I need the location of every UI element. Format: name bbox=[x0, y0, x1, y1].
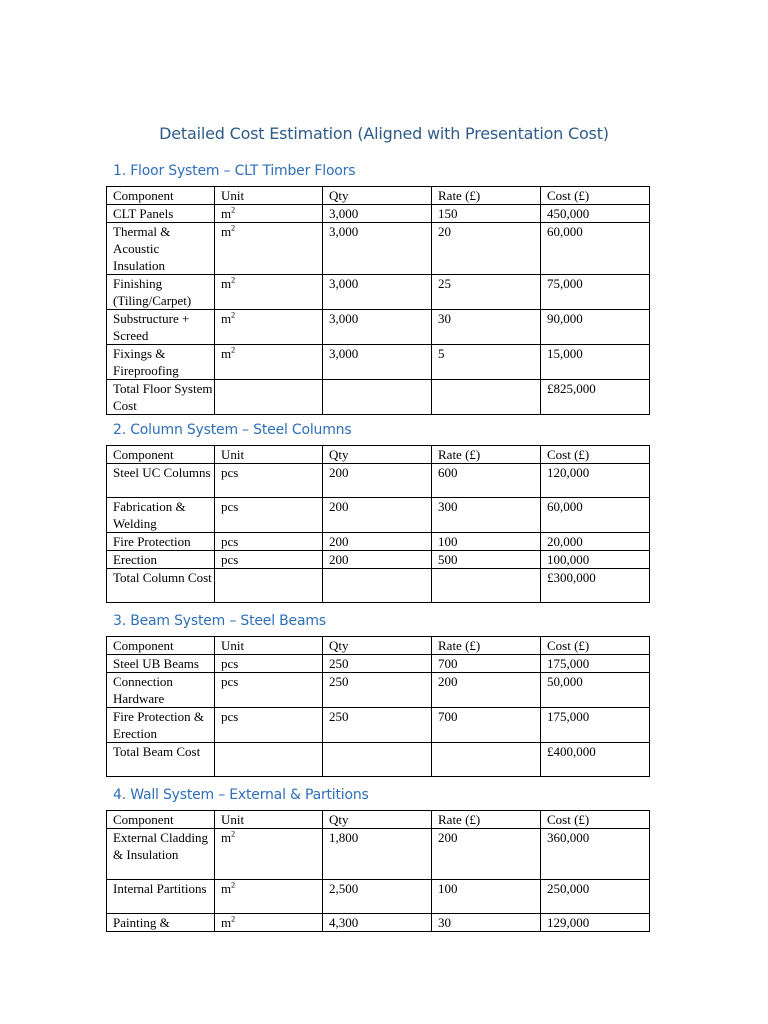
section-heading-column-system: 2. Column System – Steel Columns bbox=[113, 422, 352, 438]
rate-cell: 200 bbox=[432, 673, 541, 708]
cost-cell: 50,000 bbox=[541, 673, 650, 708]
table-row bbox=[107, 533, 650, 551]
unit-cell: pcs bbox=[215, 551, 323, 569]
section-heading-beam-system: 3. Beam System – Steel Beams bbox=[113, 613, 326, 629]
component-cell: Fire Protection bbox=[107, 533, 215, 551]
unit-cell: $m^2$ bbox=[215, 829, 323, 880]
component-cell: Erection bbox=[107, 551, 215, 569]
rate-cell: 30 bbox=[432, 914, 541, 932]
total-cost-cell: £825,000 bbox=[541, 380, 650, 415]
unit-cell: $m^2$ bbox=[215, 205, 323, 223]
unit-cell: pcs bbox=[215, 498, 323, 533]
wall-system-table bbox=[106, 810, 650, 932]
table-row bbox=[107, 275, 650, 310]
total-row bbox=[107, 743, 650, 777]
component-cell: Fire Protection & Erection bbox=[107, 708, 215, 743]
table-row bbox=[107, 205, 650, 223]
unit-cell: $m^2$ bbox=[215, 880, 323, 914]
qty-cell: 200 bbox=[323, 533, 432, 551]
component-cell: Substructure + Screed bbox=[107, 310, 215, 345]
unit-cell: $m^2$ bbox=[215, 275, 323, 310]
floor-system-table bbox=[106, 186, 650, 415]
rate-cell bbox=[432, 569, 541, 603]
qty-cell: 3,000 bbox=[323, 345, 432, 380]
section-heading-floor-system: 1. Floor System – CLT Timber Floors bbox=[113, 163, 356, 179]
cost-cell: 60,000 bbox=[541, 498, 650, 533]
total-row bbox=[107, 569, 650, 603]
cost-cell: 175,000 bbox=[541, 655, 650, 673]
cost-cell: 120,000 bbox=[541, 464, 650, 498]
table-header-row bbox=[107, 446, 650, 464]
header-cell: Rate (£) bbox=[432, 811, 541, 829]
table-row bbox=[107, 673, 650, 708]
qty-cell bbox=[323, 380, 432, 415]
header-cell: Component bbox=[107, 637, 215, 655]
table-row bbox=[107, 880, 650, 914]
header-cell: Unit bbox=[215, 187, 323, 205]
qty-cell: 3,000 bbox=[323, 205, 432, 223]
unit-cell: $m^2$ bbox=[215, 310, 323, 345]
rate-cell bbox=[432, 380, 541, 415]
qty-cell bbox=[323, 743, 432, 777]
unit-cell: pcs bbox=[215, 673, 323, 708]
component-cell: Steel UB Beams bbox=[107, 655, 215, 673]
unit-cell: pcs bbox=[215, 464, 323, 498]
header-cell: Qty bbox=[323, 446, 432, 464]
qty-cell bbox=[323, 569, 432, 603]
table-row bbox=[107, 829, 650, 880]
header-cell: Rate (£) bbox=[432, 187, 541, 205]
qty-cell: 200 bbox=[323, 498, 432, 533]
header-cell: Cost (£) bbox=[541, 446, 650, 464]
qty-cell: 250 bbox=[323, 708, 432, 743]
rate-cell: 600 bbox=[432, 464, 541, 498]
table-row bbox=[107, 708, 650, 743]
unit-cell: $m^2$ bbox=[215, 345, 323, 380]
cost-cell: 250,000 bbox=[541, 880, 650, 914]
unit-cell bbox=[215, 569, 323, 603]
rate-cell: 500 bbox=[432, 551, 541, 569]
beam-system-table bbox=[106, 636, 650, 777]
qty-cell: 3,000 bbox=[323, 275, 432, 310]
table-header-row bbox=[107, 187, 650, 205]
table-row bbox=[107, 464, 650, 498]
header-cell: Component bbox=[107, 446, 215, 464]
unit-cell: $m^2$ bbox=[215, 223, 323, 275]
total-cost-cell: £400,000 bbox=[541, 743, 650, 777]
header-cell: Cost (£) bbox=[541, 637, 650, 655]
table-row bbox=[107, 551, 650, 569]
cost-cell: 175,000 bbox=[541, 708, 650, 743]
header-cell: Unit bbox=[215, 811, 323, 829]
cost-cell: 20,000 bbox=[541, 533, 650, 551]
component-cell: Connection Hardware bbox=[107, 673, 215, 708]
qty-cell: 2,500 bbox=[323, 880, 432, 914]
rate-cell: 5 bbox=[432, 345, 541, 380]
table-row bbox=[107, 345, 650, 380]
unit-cell bbox=[215, 380, 323, 415]
qty-cell: 3,000 bbox=[323, 310, 432, 345]
qty-cell: 200 bbox=[323, 551, 432, 569]
qty-cell: 3,000 bbox=[323, 223, 432, 275]
unit-cell: pcs bbox=[215, 533, 323, 551]
table-row bbox=[107, 498, 650, 533]
qty-cell: 200 bbox=[323, 464, 432, 498]
header-cell: Cost (£) bbox=[541, 187, 650, 205]
header-cell: Qty bbox=[323, 187, 432, 205]
qty-cell: 1,800 bbox=[323, 829, 432, 880]
unit-cell: $m^2$ bbox=[215, 914, 323, 932]
component-cell: Painting & bbox=[107, 914, 215, 932]
header-cell: Component bbox=[107, 187, 215, 205]
table-header-row bbox=[107, 637, 650, 655]
header-cell: Rate (£) bbox=[432, 446, 541, 464]
header-cell: Rate (£) bbox=[432, 637, 541, 655]
qty-cell: 4,300 bbox=[323, 914, 432, 932]
header-cell: Qty bbox=[323, 811, 432, 829]
rate-cell: 700 bbox=[432, 655, 541, 673]
header-cell: Unit bbox=[215, 446, 323, 464]
component-cell: CLT Panels bbox=[107, 205, 215, 223]
unit-cell bbox=[215, 743, 323, 777]
component-cell: Thermal & Acoustic Insulation bbox=[107, 223, 215, 275]
cost-cell: 60,000 bbox=[541, 223, 650, 275]
component-cell: Total Column Cost bbox=[107, 569, 215, 603]
column-system-table bbox=[106, 445, 650, 603]
table-row bbox=[107, 223, 650, 275]
qty-cell: 250 bbox=[323, 655, 432, 673]
header-cell: Qty bbox=[323, 637, 432, 655]
rate-cell: 150 bbox=[432, 205, 541, 223]
header-cell: Component bbox=[107, 811, 215, 829]
rate-cell: 100 bbox=[432, 880, 541, 914]
component-cell: Steel UC Columns bbox=[107, 464, 215, 498]
component-cell: Total Beam Cost bbox=[107, 743, 215, 777]
total-row bbox=[107, 380, 650, 415]
rate-cell: 700 bbox=[432, 708, 541, 743]
table-row bbox=[107, 310, 650, 345]
cost-cell: 360,000 bbox=[541, 829, 650, 880]
component-cell: Finishing (Tiling/Carpet) bbox=[107, 275, 215, 310]
rate-cell: 200 bbox=[432, 829, 541, 880]
table-header-row bbox=[107, 811, 650, 829]
cost-cell: 15,000 bbox=[541, 345, 650, 380]
qty-cell: 250 bbox=[323, 673, 432, 708]
component-cell: External Cladding & Insulation bbox=[107, 829, 215, 880]
rate-cell: 25 bbox=[432, 275, 541, 310]
component-cell: Fabrication & Welding bbox=[107, 498, 215, 533]
cost-cell: 100,000 bbox=[541, 551, 650, 569]
cost-cell: 75,000 bbox=[541, 275, 650, 310]
unit-cell: pcs bbox=[215, 655, 323, 673]
page-title: Detailed Cost Estimation (Aligned with Presentation Cost) bbox=[159, 124, 609, 143]
total-cost-cell: £300,000 bbox=[541, 569, 650, 603]
rate-cell: 100 bbox=[432, 533, 541, 551]
cost-cell: 450,000 bbox=[541, 205, 650, 223]
cost-cell: 129,000 bbox=[541, 914, 650, 932]
component-cell: Fixings & Fireproofing bbox=[107, 345, 215, 380]
rate-cell: 30 bbox=[432, 310, 541, 345]
component-cell: Total Floor System Cost bbox=[107, 380, 215, 415]
section-heading-wall-system: 4. Wall System – External & Partitions bbox=[113, 787, 369, 803]
component-cell: Internal Partitions bbox=[107, 880, 215, 914]
rate-cell: 20 bbox=[432, 223, 541, 275]
table-row bbox=[107, 655, 650, 673]
cost-cell: 90,000 bbox=[541, 310, 650, 345]
unit-cell: pcs bbox=[215, 708, 323, 743]
table-row bbox=[107, 914, 650, 932]
rate-cell bbox=[432, 743, 541, 777]
header-cell: Unit bbox=[215, 637, 323, 655]
rate-cell: 300 bbox=[432, 498, 541, 533]
header-cell: Cost (£) bbox=[541, 811, 650, 829]
